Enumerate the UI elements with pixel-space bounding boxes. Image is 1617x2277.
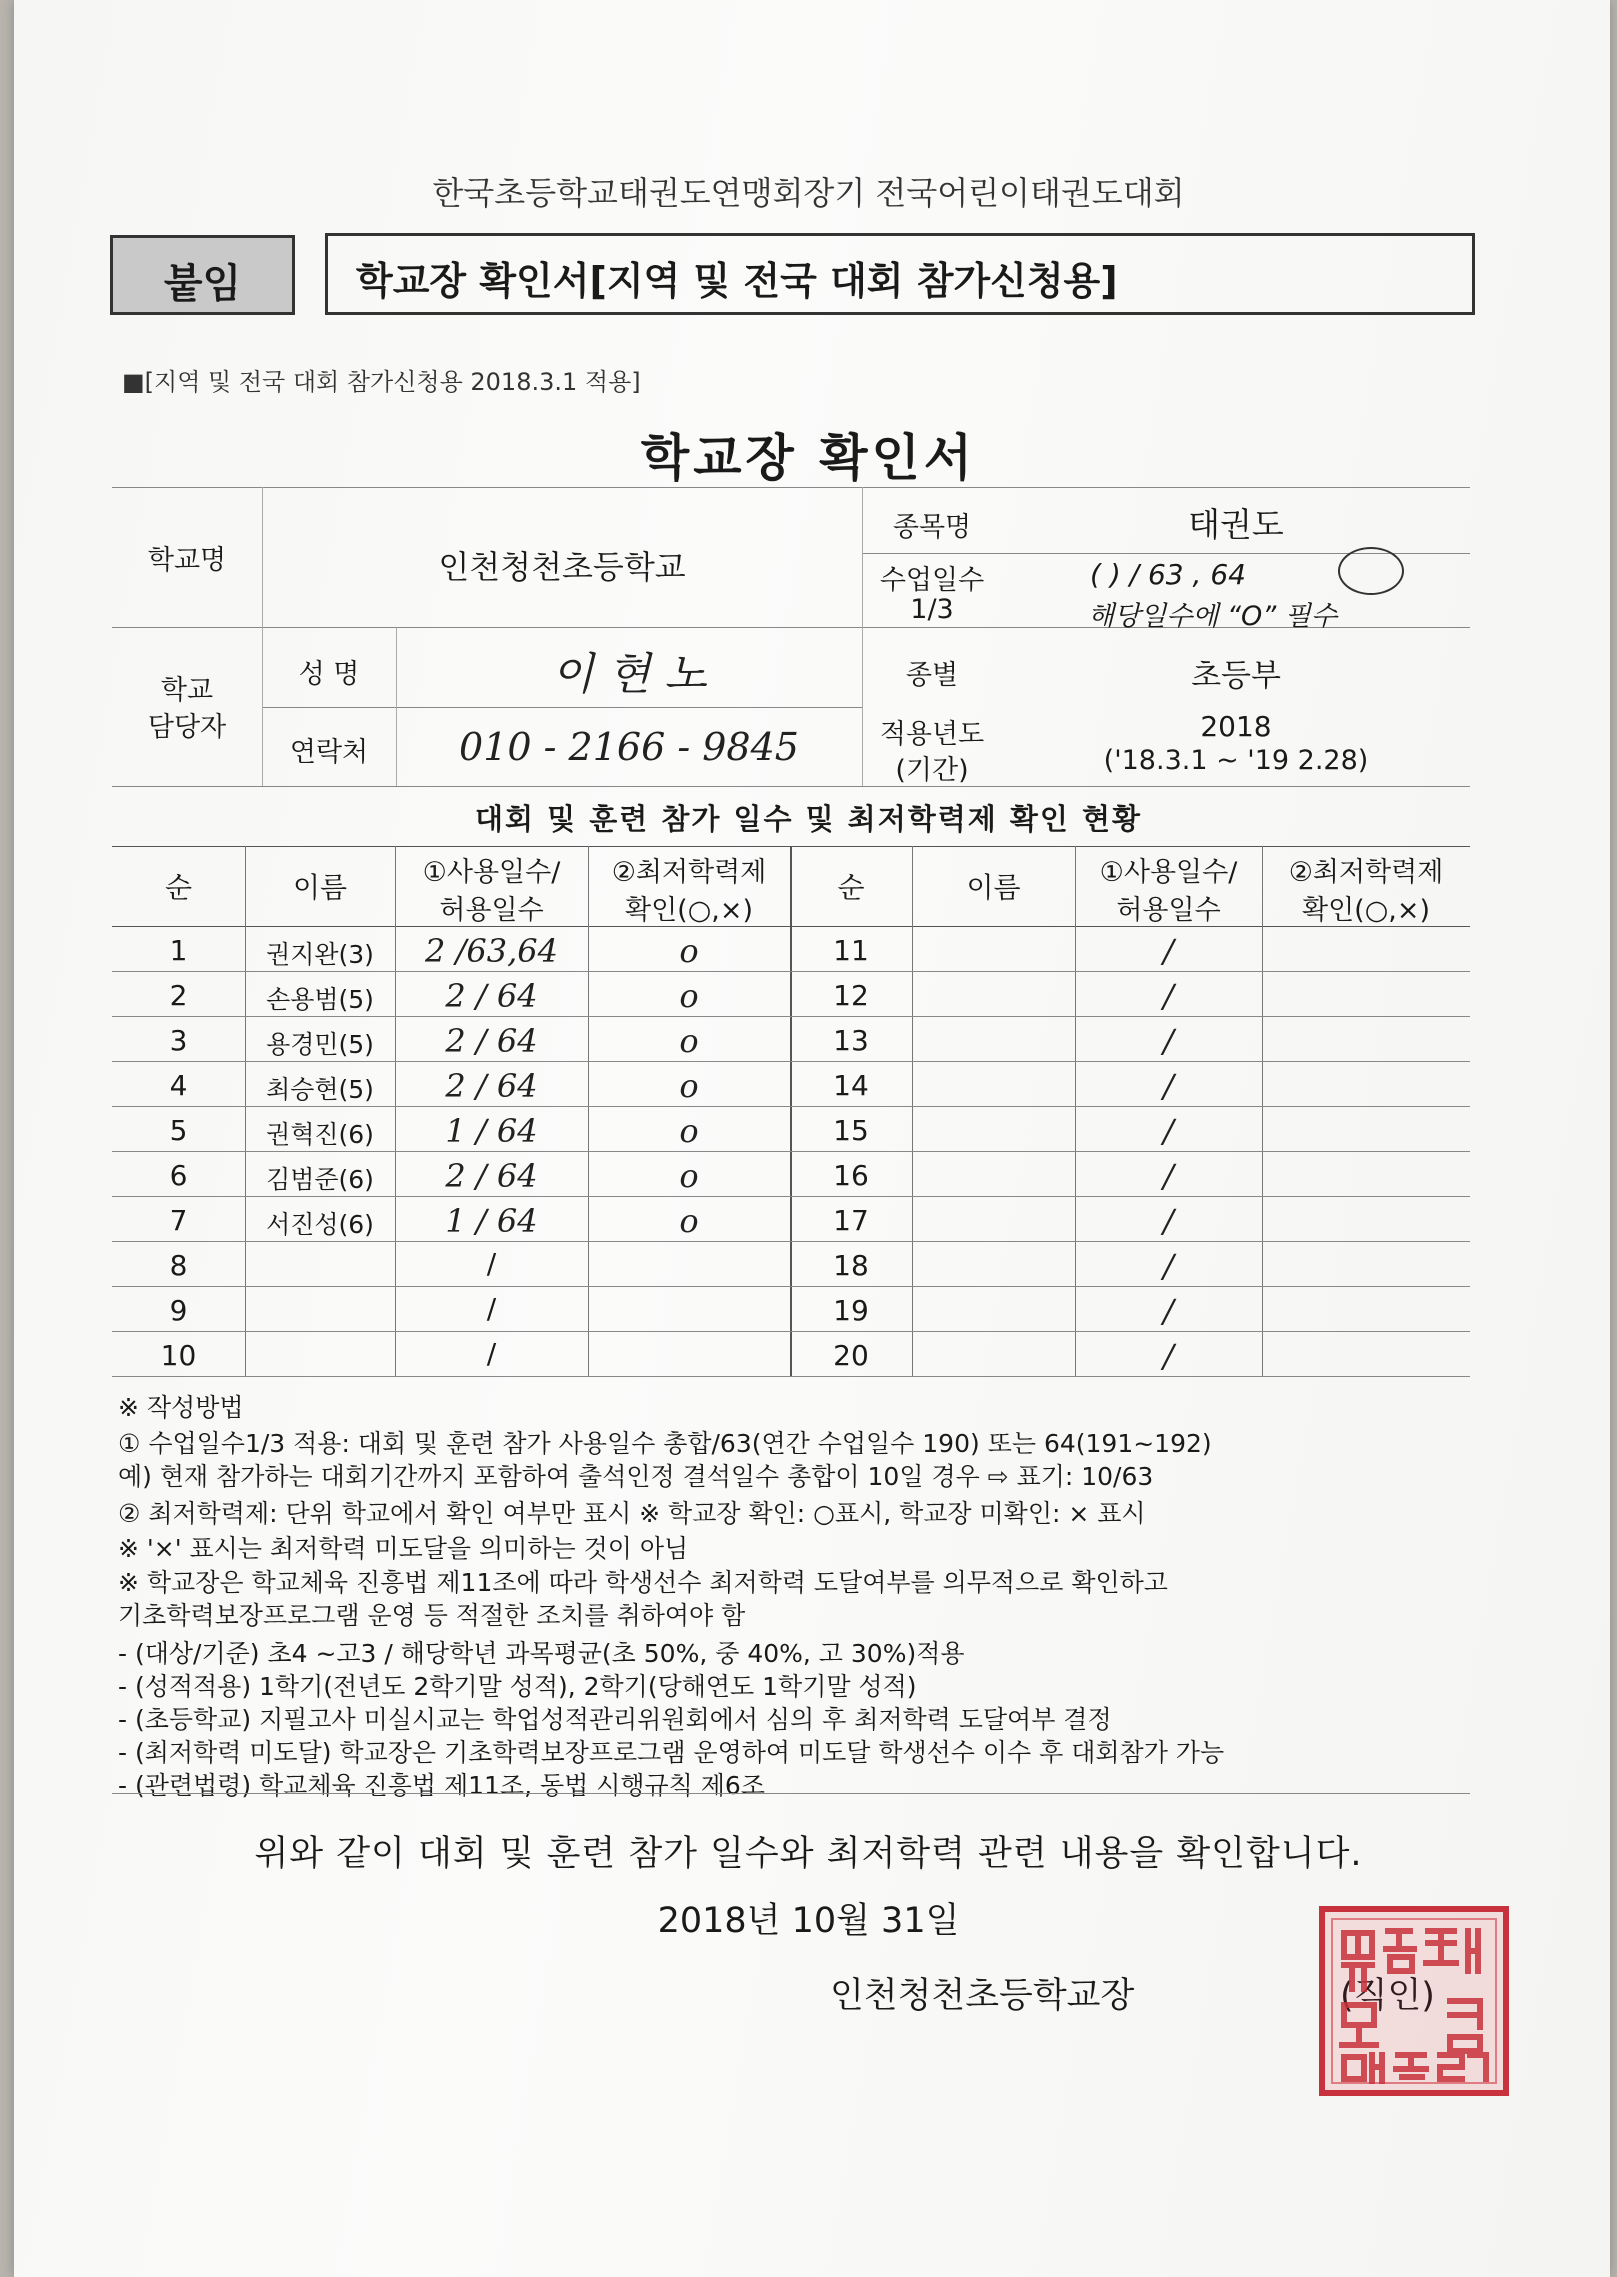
athlete-name: 권혁진(6) xyxy=(266,1120,374,1149)
table-row-border xyxy=(112,1061,1470,1062)
used-days: / xyxy=(486,1292,497,1325)
table-row-border xyxy=(112,1016,1470,1017)
used-days: / xyxy=(1163,1247,1174,1285)
used-days: / xyxy=(1163,1022,1174,1060)
used-days: / xyxy=(1163,1067,1174,1105)
table-row-border xyxy=(112,971,1470,972)
contact-label: 연락처 xyxy=(289,737,369,768)
row-number: 3 xyxy=(169,1024,188,1057)
row-number: 7 xyxy=(169,1204,188,1237)
academic-check: o xyxy=(679,1022,699,1060)
used-days: 1 / 64 xyxy=(445,1202,538,1240)
header-no-left: 순 xyxy=(164,871,193,904)
row-number: 13 xyxy=(833,1024,869,1057)
info-top-border xyxy=(112,487,1470,488)
signer-name: 인천청천초등학교장 xyxy=(830,1976,1135,2016)
note-line: ② 최저학력제: 단위 학교에서 확인 여부만 표시 ※ 학교장 확인: ○표시, 학교장 미확인: × 표시 xyxy=(118,1499,1146,1528)
athlete-name: 권지완(3) xyxy=(266,940,374,969)
header-days-right-2: 허용일수 xyxy=(1116,895,1221,926)
used-days: / xyxy=(1163,1157,1174,1195)
table-row-border xyxy=(112,1151,1470,1152)
official-seal-icon xyxy=(1318,1905,1510,2097)
note-line: 예) 현재 참가하는 대회기간까지 포함하여 출석인정 결석일수 총합이 10일 경우 ⇨ 표기: 10/63 xyxy=(118,1462,1154,1491)
header-days-left-1: ①사용일수/ xyxy=(422,857,561,888)
used-days: / xyxy=(1163,1337,1174,1375)
notes-bottom-rule xyxy=(112,1793,1470,1794)
confirm-text: 위와 같이 대회 및 훈련 참가 일수와 최저학력 관련 내용을 확인합니다. xyxy=(254,1834,1363,1874)
table-row-border xyxy=(112,1331,1470,1332)
division-label: 종별 xyxy=(905,660,959,691)
header-check-right-1: ②최저학력제 xyxy=(1288,857,1444,888)
row-number: 11 xyxy=(833,934,869,967)
header-no-right: 순 xyxy=(837,871,865,904)
note-line: ※ 학교장은 학교체육 진흥법 제11조에 따라 학생선수 최저학력 도달여부를 의무적으로 확인하고 xyxy=(118,1568,1168,1597)
used-days: / xyxy=(1163,932,1174,970)
table-row-border xyxy=(112,1241,1470,1242)
staff-label-2: 담당자 xyxy=(147,712,227,743)
class-days-note: 해당일수에 “O” 필수 xyxy=(1088,601,1337,632)
row-number: 16 xyxy=(833,1159,869,1192)
note-line: ① 수업일수1/3 적용: 대회 및 훈련 참가 사용일수 총합/63(연간 수업일수 190) 또는 64(191~192) xyxy=(118,1429,1212,1458)
athlete-name: 최승현(5) xyxy=(266,1075,374,1104)
confirm-date: 2018년 10월 31일 xyxy=(657,1901,960,1941)
attachment-label: 붙임 xyxy=(163,261,242,307)
note-line: - (최저학력 미도달) 학교장은 기초학력보장프로그램 운영하여 미도달 학생선수 이수 후 대회참가 가능 xyxy=(118,1738,1225,1767)
used-days: / xyxy=(1163,1112,1174,1150)
header-name-right: 이름 xyxy=(966,871,1021,904)
academic-check: o xyxy=(679,1202,699,1240)
staff-label-1: 학교 xyxy=(160,675,214,706)
info-inner-border xyxy=(262,707,862,708)
academic-check: o xyxy=(679,977,699,1015)
row-number: 9 xyxy=(169,1294,188,1327)
used-days: 2 / 64 xyxy=(445,1157,538,1195)
school-name: 인천청천초등학교 xyxy=(438,548,686,586)
note-line: ※ '×' 표시는 최저학력 미도달을 의미하는 것이 아님 xyxy=(118,1534,689,1563)
staff-name-handwritten: 이 현 노 xyxy=(551,649,707,700)
division: 초등부 xyxy=(1191,658,1281,694)
school-name-label: 학교명 xyxy=(147,545,227,576)
used-days: 2 / 64 xyxy=(445,977,538,1015)
header-name-left: 이름 xyxy=(292,871,348,904)
note-line: - (대상/기준) 초4 ~고3 / 해당학년 과목평균(초 50%, 중 40%, 고 30%)적용 xyxy=(118,1639,965,1668)
academic-check: o xyxy=(679,1112,699,1150)
table-row-border xyxy=(112,1196,1470,1197)
row-number: 6 xyxy=(169,1159,188,1192)
table-col-a xyxy=(245,846,246,1376)
name-label: 성 명 xyxy=(298,659,360,690)
header-check-left-1: ②최저학력제 xyxy=(611,857,767,888)
header-days-right-1: ①사용일수/ xyxy=(1099,857,1238,888)
note-line: - (초등학교) 지필고사 미실시교는 학업성적관리위원회에서 심의 후 최저학력 도달여부 결정 xyxy=(118,1705,1112,1734)
used-days: 1 / 64 xyxy=(445,1112,538,1150)
class-days-label: 수업일수 xyxy=(879,565,985,596)
row-number: 5 xyxy=(169,1114,188,1147)
used-days: / xyxy=(1163,1202,1174,1240)
header-check-left-2: 확인(○,×) xyxy=(625,895,753,926)
row-number: 20 xyxy=(833,1339,869,1372)
header-days-left-2: 허용일수 xyxy=(439,895,544,926)
used-days: 2 / 64 xyxy=(445,1022,538,1060)
athlete-name: 김범준(6) xyxy=(266,1165,374,1194)
table-col-e xyxy=(912,846,913,1376)
note-line: 기초학력보장프로그램 운영 등 적절한 조치를 취하여야 함 xyxy=(118,1601,746,1630)
used-days: / xyxy=(1163,1292,1174,1330)
row-number: 14 xyxy=(833,1069,869,1102)
athlete-name: 용경민(5) xyxy=(266,1030,374,1059)
class-days-circle xyxy=(1338,547,1404,595)
attachment-box xyxy=(110,235,295,315)
row-number: 19 xyxy=(833,1294,869,1327)
event-name: 한국초등학교태권도연맹회장기 전국어린이태권도대회 xyxy=(432,174,1185,212)
table-row-border xyxy=(112,1376,1470,1377)
row-number: 17 xyxy=(833,1204,869,1237)
form-title: 학교장 확인서[지역 및 전국 대회 참가신청용] xyxy=(356,259,1118,303)
class-days-fraction: 1/3 xyxy=(910,594,954,625)
academic-check: o xyxy=(679,932,699,970)
used-days: 2 /63,64 xyxy=(425,932,558,970)
header-check-right-2: 확인(○,×) xyxy=(1302,895,1430,926)
year-value: 2018 xyxy=(1200,710,1272,743)
form-title-box xyxy=(325,233,1475,315)
row-number: 10 xyxy=(160,1339,197,1372)
row-number: 18 xyxy=(833,1249,869,1282)
year-label-1: 적용년도 xyxy=(879,719,985,750)
athlete-name: 서진성(6) xyxy=(266,1210,374,1239)
info-bottom-border xyxy=(112,786,1470,787)
year-label-2: (기간) xyxy=(895,755,969,786)
academic-check: o xyxy=(679,1157,699,1195)
academic-check: o xyxy=(679,1067,699,1105)
note-line: ※ 작성방법 xyxy=(118,1393,244,1422)
sport-label: 종목명 xyxy=(892,512,972,543)
contact-handwritten: 010 - 2166 - 9845 xyxy=(459,725,799,769)
used-days: / xyxy=(1163,977,1174,1015)
row-number: 15 xyxy=(833,1114,869,1147)
note-line: - (관련법령) 학교체육 진흥법 제11조, 동법 시행규칙 제6조 xyxy=(118,1771,765,1800)
note-line: - (성적적용) 1학기(전년도 2학기말 성적), 2학기(당해연도 1학기말 성적) xyxy=(118,1672,917,1701)
row-number: 8 xyxy=(169,1249,188,1282)
table-row-border xyxy=(112,1286,1470,1287)
used-days: 2 / 64 xyxy=(445,1067,538,1105)
athlete-name: 손용범(5) xyxy=(266,985,374,1014)
class-days-value: ( ) / 63 , 64 xyxy=(1090,558,1246,591)
row-number: 1 xyxy=(169,934,188,967)
table-row-border xyxy=(112,1106,1470,1107)
sport: 태권도 xyxy=(1188,505,1284,544)
table-caption: 대회 및 훈련 참가 일수 및 최저학력제 확인 현황 xyxy=(474,802,1143,836)
row-number: 12 xyxy=(833,979,869,1012)
doc-note: ■[지역 및 전국 대회 참가신청용 2018.3.1 적용] xyxy=(122,368,641,396)
doc-title: 학교장 확인서 xyxy=(640,429,977,487)
year-period: ('18.3.1 ~ '19 2.28) xyxy=(1103,745,1369,776)
row-number: 2 xyxy=(169,979,188,1012)
used-days: / xyxy=(486,1247,497,1280)
used-days: / xyxy=(486,1337,497,1370)
row-number: 4 xyxy=(169,1069,188,1102)
